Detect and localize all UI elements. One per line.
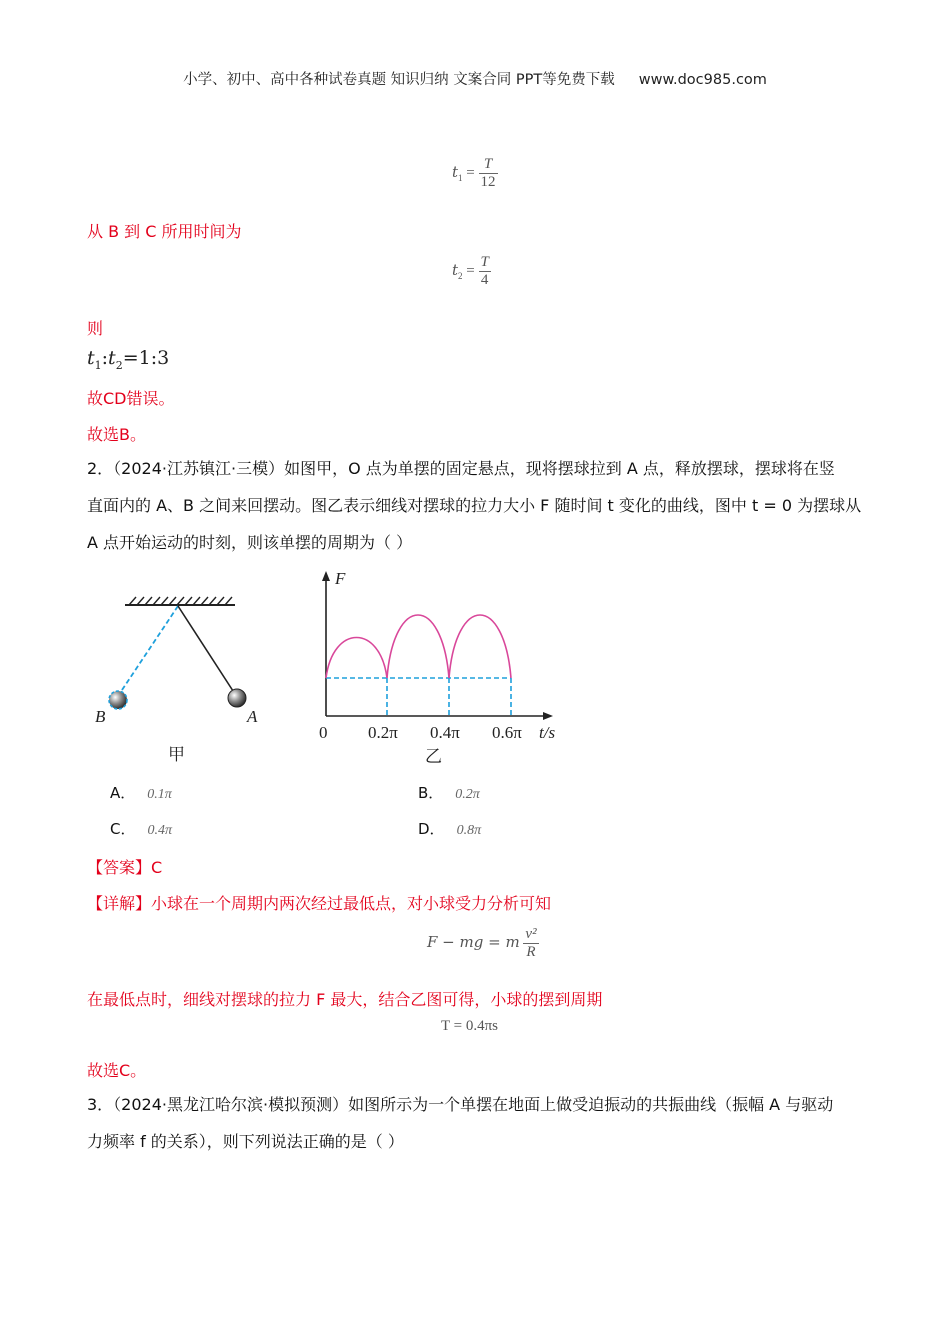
question-3 — [87, 1086, 867, 1160]
caption-jia: 甲 — [168, 745, 185, 765]
ball-a — [228, 689, 246, 707]
x-tick-label: 0.4π — [430, 723, 460, 742]
question-3-line1: 3．（2024·黑龙江哈尔滨·模拟预测）如图所示为一个单摆在地面上做受迫振动的共振曲线（振幅 A 与驱动 — [87, 1095, 834, 1114]
question-3-line2: 力频率 f 的关系），则下列说法正确的是（ ） — [87, 1132, 404, 1151]
label-b: B — [95, 707, 106, 726]
option-a[interactable]: A． 0.1π — [110, 784, 172, 802]
equation-t2: $t_2$ = $\frac{T}{4}$ — [452, 254, 489, 288]
page-header — [0, 68, 950, 89]
caption-yi: 乙 — [425, 747, 442, 767]
equation-force: F − mg = m $\frac{\text{v²}}{R}$ — [427, 926, 537, 960]
force-arch-1 — [326, 638, 387, 679]
header-text: 小学、初中、高中各种试卷真题 知识归纳 文案合同 PPT等免费下载 — [183, 72, 615, 88]
option-d[interactable]: D． 0.8π — [418, 820, 482, 838]
ceiling-hatch — [129, 597, 232, 605]
x-tick-label: 0.6π — [492, 723, 522, 742]
equation-t1: $t_1$ = $\frac{T}{12}$ — [452, 156, 496, 190]
figure-force-time-graph — [305, 566, 575, 770]
question-2-line1: 2．（2024·江苏镇江·三模）如图甲，O 点为单摆的固定悬点，现将摆球拉到 A 点，释放摆球，摆球将在竖 — [87, 459, 835, 478]
header-site[interactable]: www.doc985.com — [638, 72, 767, 88]
force-arch-3 — [449, 615, 511, 678]
question-2-line2: 直面内的 A、B 之间来回摆动。图乙表示细线对摆球的拉力大小 F 随时间 t 变化的曲线，图中 t = 0 为摆球从 — [87, 496, 862, 515]
option-b[interactable]: B． 0.2π — [418, 784, 480, 802]
string-to-b — [118, 606, 178, 696]
figure-pendulum — [85, 590, 275, 770]
x-axis-label: t/s — [539, 723, 556, 742]
text-then: 则 — [87, 319, 104, 338]
x-tick-label: 0.2π — [368, 723, 398, 742]
text-lowest-point: 在最低点时，细线对摆球的拉力 F 最大，结合乙图可得，小球的摆到周期 — [87, 990, 603, 1009]
question-2-line3: A 点开始运动的时刻，则该单摆的周期为（ ） — [87, 533, 413, 552]
y-axis-label: F — [335, 569, 346, 588]
y-axis-arrow — [322, 571, 330, 581]
text-b-to-c: 从 B 到 C 所用时间为 — [87, 222, 242, 241]
ball-b — [109, 691, 127, 709]
option-c[interactable]: C． 0.4π — [110, 820, 172, 838]
question-2 — [87, 450, 867, 561]
equation-period: T = 0.4πs — [441, 1018, 499, 1034]
force-arch-2 — [387, 615, 449, 678]
string-to-a — [178, 606, 235, 694]
label-a: A — [247, 707, 258, 726]
answer: 【答案】C — [87, 858, 163, 877]
text-choose-c: 故选C。 — [87, 1061, 147, 1080]
detail: 【详解】小球在一个周期内两次经过最低点，对小球受力分析可知 — [87, 894, 552, 913]
x-axis-arrow — [543, 712, 553, 720]
text-cd-wrong: 故CD错误。 — [87, 389, 175, 408]
ratio-equation: $t_1:t_2=1:3$ — [87, 347, 170, 372]
x-tick-label: 0 — [319, 723, 328, 742]
text-choose-b: 故选B。 — [87, 425, 146, 444]
